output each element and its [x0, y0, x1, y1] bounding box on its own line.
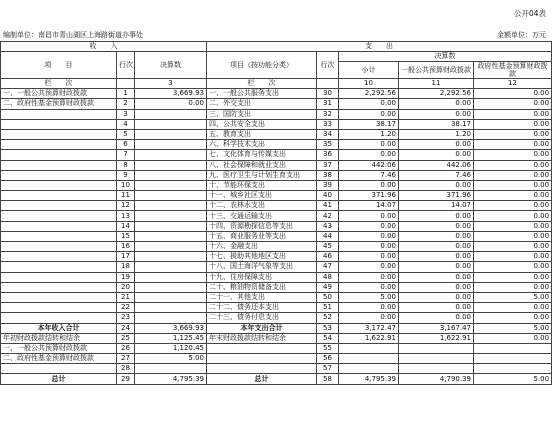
left-row-no: 23 [117, 313, 135, 323]
table-row [1, 323, 552, 333]
left-item [1, 221, 117, 231]
left-item [1, 119, 117, 129]
left-row-no: 10 [117, 180, 135, 190]
table-row [1, 160, 552, 170]
lan-label: 栏 次 [1, 79, 117, 89]
left-value [135, 242, 207, 252]
right-row-no: 56 [317, 354, 339, 364]
table-row [1, 201, 552, 211]
general-budget-value: 14.07 [399, 201, 474, 211]
table-row [1, 180, 552, 190]
right-item: 二十、粮油物资储备支出 [207, 282, 317, 292]
right-item: 三、国防支出 [207, 109, 317, 119]
gov-fund-value: 0.00 [474, 140, 552, 150]
subtotal-value: 0.00 [339, 282, 399, 292]
financial-table [0, 41, 552, 385]
right-row-no: 37 [317, 160, 339, 170]
form-number: 公开04表 [513, 9, 546, 18]
left-row-no: 19 [117, 272, 135, 282]
left-row-no: 12 [117, 201, 135, 211]
left-value [135, 262, 207, 272]
left-row-no: 24 [117, 323, 135, 333]
right-item: 六、科学技术支出 [207, 140, 317, 150]
left-item: 二、政府性基金预算财政拨款 [1, 354, 117, 364]
right-row-no: 49 [317, 282, 339, 292]
right-item: 十五、商业服务业等支出 [207, 231, 317, 241]
left-value [135, 252, 207, 262]
left-value [135, 180, 207, 190]
table-row [1, 303, 552, 313]
item-func-header: 项目（按功能分类） [207, 52, 317, 79]
general-budget-value: 0.00 [399, 303, 474, 313]
general-budget-value: 0.00 [399, 150, 474, 160]
subtotal-value: 0.00 [339, 252, 399, 262]
right-item: 本年支出合计 [207, 323, 317, 333]
left-row-no: 27 [117, 354, 135, 364]
left-item: 本年收入合计 [1, 323, 117, 333]
gov-fund-value: 0.00 [474, 180, 552, 190]
general-budget-value: 0.00 [399, 211, 474, 221]
left-item [1, 364, 117, 374]
left-value [135, 150, 207, 160]
gov-fund-value: 0.00 [474, 211, 552, 221]
left-row-no: 25 [117, 333, 135, 343]
left-item [1, 140, 117, 150]
left-row-no: 22 [117, 303, 135, 313]
table-row [1, 150, 552, 160]
subtotal-value: 1.20 [339, 129, 399, 139]
table-row [1, 272, 552, 282]
table-row [1, 191, 552, 201]
left-item [1, 313, 117, 323]
gov-fund-value: 0.00 [474, 109, 552, 119]
final-amount-header: 决算数 [135, 52, 207, 79]
lan2-label: 栏 次 [207, 79, 317, 89]
left-row-no: 5 [117, 129, 135, 139]
subtotal-header: 小计 [339, 62, 399, 79]
final-group-header: 决算数 [339, 52, 552, 62]
general-budget-value: 0.00 [399, 109, 474, 119]
left-row-no: 13 [117, 211, 135, 221]
subtotal-value: 442.06 [339, 160, 399, 170]
left-item [1, 303, 117, 313]
gov-fund-value: 0.00 [474, 221, 552, 231]
subtotal-value: 3,172.47 [339, 323, 399, 333]
right-item: 十、节能环保支出 [207, 180, 317, 190]
gov-fund-value: 0.00 [474, 201, 552, 211]
left-value [135, 231, 207, 241]
table-row [1, 343, 552, 353]
right-row-no: 55 [317, 343, 339, 353]
right-item [207, 343, 317, 353]
gov-fund-value: 0.00 [474, 99, 552, 109]
left-value [135, 221, 207, 231]
left-item: 总计 [1, 374, 117, 384]
row-no-header: 行次 [117, 52, 135, 79]
left-row-no: 14 [117, 221, 135, 231]
right-item [207, 354, 317, 364]
right-row-no: 58 [317, 374, 339, 384]
right-item: 十四、资源勘探信息等支出 [207, 221, 317, 231]
gov-fund-value: 5.00 [474, 323, 552, 333]
gov-fund-value: 0.00 [474, 262, 552, 272]
left-value [135, 282, 207, 292]
left-row-no: 26 [117, 343, 135, 353]
right-item: 总计 [207, 374, 317, 384]
right-row-no: 45 [317, 242, 339, 252]
left-row-no: 11 [117, 191, 135, 201]
general-budget-value: 0.00 [399, 262, 474, 272]
left-item: 年初财政拨款结转和结余 [1, 333, 117, 343]
left-row-no: 20 [117, 282, 135, 292]
left-value [135, 272, 207, 282]
general-budget-value [399, 343, 474, 353]
gov-fund-value: 0.00 [474, 272, 552, 282]
right-row-no: 30 [317, 89, 339, 99]
right-row-no: 54 [317, 333, 339, 343]
left-value [135, 129, 207, 139]
general-budget-value: 0.00 [399, 282, 474, 292]
expense-header: 支 出 [207, 42, 552, 52]
subtotal-value: 0.00 [339, 109, 399, 119]
left-row-no: 4 [117, 119, 135, 129]
income-header: 收 入 [1, 42, 207, 52]
general-budget-value: 0.00 [399, 313, 474, 323]
table-row [1, 292, 552, 302]
gov-fund-value [474, 364, 552, 374]
left-value [135, 201, 207, 211]
general-budget-value: 2,292.56 [399, 89, 474, 99]
left-row-no: 28 [117, 364, 135, 374]
right-row-no: 50 [317, 292, 339, 302]
right-row-no: 43 [317, 221, 339, 231]
general-budget-value: 3,167.47 [399, 323, 474, 333]
right-row-no: 51 [317, 303, 339, 313]
subtotal-value: 7.46 [339, 170, 399, 180]
left-item: 一、一般公共预算财政拨款 [1, 343, 117, 353]
gov-fund-value: 0.00 [474, 160, 552, 170]
general-budget-value: 38.17 [399, 119, 474, 129]
right-row-no: 36 [317, 150, 339, 160]
left-item: 二、政府性基金预算财政拨款 [1, 99, 117, 109]
general-budget-value: 1,622.91 [399, 333, 474, 343]
left-value: 0.00 [135, 99, 207, 109]
right-row-no: 48 [317, 272, 339, 282]
row-no2-header: 行次 [317, 52, 339, 79]
table-row [1, 262, 552, 272]
general-budget-value: 0.00 [399, 252, 474, 262]
left-item: 一、一般公共预算财政拨款 [1, 89, 117, 99]
subtotal-value [339, 364, 399, 374]
general-budget-value: 0.00 [399, 242, 474, 252]
left-item [1, 272, 117, 282]
left-value: 1,125.45 [135, 333, 207, 343]
right-row-no: 34 [317, 129, 339, 139]
gov-fund-value: 0.00 [474, 252, 552, 262]
right-row-no: 35 [317, 140, 339, 150]
left-row-no: 7 [117, 150, 135, 160]
table-row [1, 333, 552, 343]
table-row [1, 231, 552, 241]
subtotal-value: 371.96 [339, 191, 399, 201]
gov-fund-value: 0.00 [474, 150, 552, 160]
subtotal-value: 0.00 [339, 150, 399, 160]
left-value: 3,669.93 [135, 89, 207, 99]
left-item [1, 252, 117, 262]
gov-fund-value: 0.00 [474, 303, 552, 313]
right-item [207, 364, 317, 374]
left-item [1, 231, 117, 241]
right-row-no: 40 [317, 191, 339, 201]
col-12-label: 12 [474, 79, 552, 89]
right-row-no: 53 [317, 323, 339, 333]
gov-fund-value: 0.00 [474, 242, 552, 252]
general-budget-value [399, 364, 474, 374]
left-item [1, 170, 117, 180]
right-row-no: 33 [317, 119, 339, 129]
right-row-no: 47 [317, 262, 339, 272]
right-item: 十九、住房保障支出 [207, 272, 317, 282]
right-item: 二十一、其他支出 [207, 292, 317, 302]
left-value [135, 140, 207, 150]
gov-fund-value: 0.00 [474, 119, 552, 129]
col-11-label: 11 [399, 79, 474, 89]
left-item [1, 150, 117, 160]
right-item: 八、社会保障和就业支出 [207, 160, 317, 170]
table-row [1, 140, 552, 150]
left-value [135, 292, 207, 302]
table-row [1, 89, 552, 99]
right-item: 四、公共安全支出 [207, 119, 317, 129]
gov-fund-value: 0.00 [474, 129, 552, 139]
subtotal-value [339, 354, 399, 364]
general-budget-value: 0.00 [399, 272, 474, 282]
right-item: 二十二、债务还本支出 [207, 303, 317, 313]
right-row-no: 42 [317, 211, 339, 221]
subtotal-value: 5.00 [339, 292, 399, 302]
compiling-unit: 编制单位：南昌市青山湖区上海路街道办事处 [3, 31, 143, 39]
left-value [135, 191, 207, 201]
gov-fund-header: 政府性基金预算财政拨款 [474, 62, 552, 79]
table-row [1, 242, 552, 252]
subtotal-value: 0.00 [339, 313, 399, 323]
left-row-no: 8 [117, 160, 135, 170]
gov-fund-value: 5.00 [474, 292, 552, 302]
right-item: 一、一般公共服务支出 [207, 89, 317, 99]
left-value [135, 119, 207, 129]
right-row-no: 57 [317, 364, 339, 374]
left-value [135, 364, 207, 374]
left-value [135, 170, 207, 180]
table-row [1, 374, 552, 384]
gov-fund-value: 0.00 [474, 89, 552, 99]
general-budget-value: 0.00 [399, 292, 474, 302]
gov-fund-value [474, 354, 552, 364]
money-unit: 金额单位：万元 [497, 31, 546, 39]
left-row-no: 16 [117, 242, 135, 252]
subtotal-value: 0.00 [339, 303, 399, 313]
left-item [1, 201, 117, 211]
left-value: 1,120.45 [135, 343, 207, 353]
left-item [1, 292, 117, 302]
table-row [1, 221, 552, 231]
right-item: 年末财政拨款结转和结余 [207, 333, 317, 343]
general-budget-value: 442.06 [399, 160, 474, 170]
right-item: 九、医疗卫生与计划生育支出 [207, 170, 317, 180]
col-3-label: 3 [135, 79, 207, 89]
table-row [1, 211, 552, 221]
gov-fund-value: 0.00 [474, 231, 552, 241]
left-row-no: 1 [117, 89, 135, 99]
left-row-no: 9 [117, 170, 135, 180]
col-10-label: 10 [339, 79, 399, 89]
right-row-no: 44 [317, 231, 339, 241]
right-item: 五、教育支出 [207, 129, 317, 139]
left-item [1, 242, 117, 252]
subtotal-value: 0.00 [339, 211, 399, 221]
left-item [1, 262, 117, 272]
left-row-no: 21 [117, 292, 135, 302]
right-item: 十三、交通运输支出 [207, 211, 317, 221]
left-item [1, 109, 117, 119]
subtotal-value: 1,622.91 [339, 333, 399, 343]
general-budget-value: 4,790.39 [399, 374, 474, 384]
left-row-no: 3 [117, 109, 135, 119]
gov-fund-value [474, 343, 552, 353]
left-item [1, 211, 117, 221]
general-budget-value: 0.00 [399, 221, 474, 231]
right-item: 二、外交支出 [207, 99, 317, 109]
gov-fund-value: 5.00 [474, 374, 552, 384]
left-row-no: 6 [117, 140, 135, 150]
right-row-no: 41 [317, 201, 339, 211]
subtotal-value: 14.07 [339, 201, 399, 211]
general-budget-value: 7.46 [399, 170, 474, 180]
gov-fund-value: 0.00 [474, 170, 552, 180]
left-value [135, 303, 207, 313]
right-row-no: 52 [317, 313, 339, 323]
general-budget-value: 0.00 [399, 140, 474, 150]
table-row [1, 313, 552, 323]
subtotal-value: 0.00 [339, 99, 399, 109]
right-item: 二十三、债务付息支出 [207, 313, 317, 323]
subtotal-value: 38.17 [339, 119, 399, 129]
table-row [1, 129, 552, 139]
right-row-no: 38 [317, 170, 339, 180]
subtotal-value: 0.00 [339, 272, 399, 282]
left-row-no: 29 [117, 374, 135, 384]
left-row-no: 15 [117, 231, 135, 241]
left-value: 4,795.39 [135, 374, 207, 384]
subtotal-value: 0.00 [339, 242, 399, 252]
left-value [135, 109, 207, 119]
left-value [135, 211, 207, 221]
subtotal-value: 0.00 [339, 262, 399, 272]
left-item [1, 160, 117, 170]
subtotal-value: 0.00 [339, 221, 399, 231]
gov-fund-value: 0.00 [474, 333, 552, 343]
table-row [1, 170, 552, 180]
general-budget-value: 0.00 [399, 180, 474, 190]
gov-fund-value: 0.00 [474, 313, 552, 323]
left-row-no: 2 [117, 99, 135, 109]
left-row-no: 18 [117, 262, 135, 272]
general-budget-header: 一般公共预算财政拨款 [399, 62, 474, 79]
right-row-no: 46 [317, 252, 339, 262]
right-row-no: 32 [317, 109, 339, 119]
report-meta [3, 30, 546, 40]
subtotal-value [339, 343, 399, 353]
table-row [1, 109, 552, 119]
table-row [1, 354, 552, 364]
left-item [1, 180, 117, 190]
left-value [135, 313, 207, 323]
right-row-no: 31 [317, 99, 339, 109]
left-item [1, 191, 117, 201]
general-budget-value [399, 354, 474, 364]
table-row [1, 282, 552, 292]
general-budget-value: 0.00 [399, 99, 474, 109]
table-row [1, 364, 552, 374]
gov-fund-value: 0.00 [474, 191, 552, 201]
left-item [1, 129, 117, 139]
subtotal-value: 0.00 [339, 231, 399, 241]
general-budget-value: 371.96 [399, 191, 474, 201]
right-item: 十八、国土海洋气象等支出 [207, 262, 317, 272]
item-header: 项 目 [1, 52, 117, 79]
gov-fund-value: 0.00 [474, 282, 552, 292]
table-row [1, 119, 552, 129]
subtotal-value: 0.00 [339, 180, 399, 190]
left-value: 3,669.93 [135, 323, 207, 333]
left-value: 5.00 [135, 354, 207, 364]
left-item [1, 282, 117, 292]
left-value [135, 160, 207, 170]
right-item: 十六、金融支出 [207, 242, 317, 252]
table-row [1, 252, 552, 262]
right-item: 七、文化体育与传媒支出 [207, 150, 317, 160]
right-item: 十一、城乡社区支出 [207, 191, 317, 201]
left-row-no: 17 [117, 252, 135, 262]
general-budget-value: 0.00 [399, 231, 474, 241]
subtotal-value: 0.00 [339, 140, 399, 150]
table-row [1, 99, 552, 109]
general-budget-value: 1.20 [399, 129, 474, 139]
subtotal-value: 4,795.39 [339, 374, 399, 384]
right-item: 十七、援助其他地区支出 [207, 252, 317, 262]
subtotal-value: 2,292.56 [339, 89, 399, 99]
right-item: 十二、农林水支出 [207, 201, 317, 211]
right-row-no: 39 [317, 180, 339, 190]
